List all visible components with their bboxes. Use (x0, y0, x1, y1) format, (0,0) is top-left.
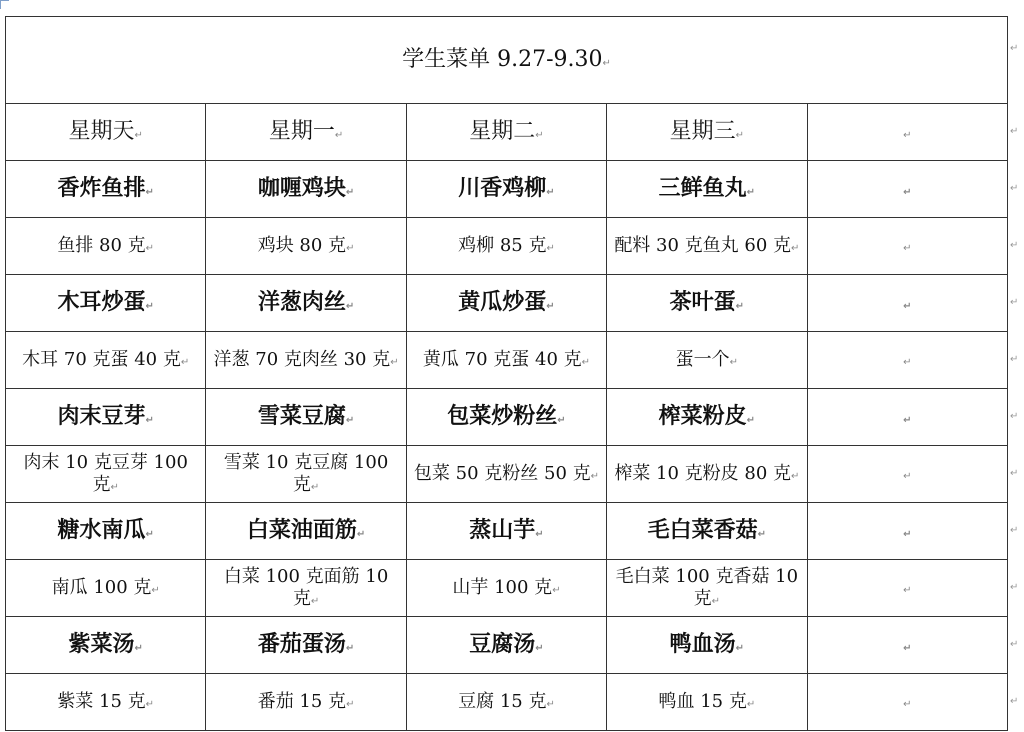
paragraph-mark: ↵ (546, 698, 555, 710)
portion-text: 榨菜 10 克粉皮 80 克 (614, 462, 792, 484)
weekday-header-row (6, 104, 1008, 161)
paragraph-mark: ↵ (746, 415, 756, 427)
dish-name-cell[interactable] (6, 275, 206, 332)
weekday-label-cell[interactable] (6, 104, 206, 161)
paragraph-mark: ↵ (134, 643, 143, 655)
dish-name-cell[interactable] (607, 275, 807, 332)
row-end-mark: ↵ (1010, 582, 1019, 593)
paragraph-mark: ↵ (546, 301, 555, 313)
portion-text: 紫菜 15 克 (57, 690, 146, 712)
dish-name: 毛白菜香菇 (647, 517, 758, 544)
portion-text-cell[interactable] (607, 560, 807, 617)
dish-name-cell[interactable] (206, 161, 406, 218)
dish-row (6, 389, 1008, 446)
row-end-mark: ↵ (1010, 411, 1019, 422)
dish-name-cell[interactable] (206, 275, 406, 332)
weekday-label-cell[interactable] (206, 104, 406, 161)
row-end-mark: ↵ (1010, 354, 1019, 365)
dish-row (6, 275, 1008, 332)
portion-text: 毛白菜 100 克香菇 10 克 (615, 565, 799, 609)
paragraph-mark: ↵ (903, 415, 912, 427)
dish-name-cell[interactable] (807, 503, 1007, 560)
paragraph-mark: ↵ (791, 242, 800, 254)
portion-text-cell[interactable] (6, 446, 206, 503)
dish-name: 肉末豆芽 (57, 403, 146, 430)
paragraph-mark: ↵ (746, 187, 756, 199)
paragraph-mark: ↵ (735, 130, 745, 142)
dish-row (6, 161, 1008, 218)
row-end-mark: ↵ (1010, 468, 1019, 479)
paragraph-mark: ↵ (390, 356, 399, 368)
portion-text-cell[interactable] (607, 332, 807, 389)
portion-text: 蛋一个 (675, 348, 730, 370)
paragraph-mark: ↵ (345, 187, 355, 199)
row-end-mark: ↵ (1010, 126, 1019, 137)
paragraph-mark: ↵ (346, 698, 355, 710)
row-end-mark: ↵ (1010, 240, 1019, 251)
portion-text-cell[interactable] (206, 446, 406, 503)
dish-name-cell[interactable] (6, 617, 206, 674)
dish-name: 番茄蛋汤 (257, 631, 346, 658)
menu-title-cell[interactable] (6, 17, 1008, 104)
paragraph-mark: ↵ (757, 529, 767, 541)
paragraph-mark: ↵ (310, 482, 320, 493)
paragraph-mark: ↵ (546, 242, 555, 254)
dish-name-cell[interactable] (406, 503, 606, 560)
portion-text-cell[interactable] (406, 218, 606, 275)
paragraph-mark: ↵ (746, 698, 756, 710)
paragraph-mark: ↵ (735, 643, 745, 655)
dish-name-cell[interactable] (206, 503, 406, 560)
dish-name: 咖喱鸡块 (257, 175, 346, 202)
portion-text-cell[interactable] (6, 332, 206, 389)
portion-text: 鱼排 80 克 (57, 234, 146, 256)
paragraph-mark: ↵ (345, 643, 355, 655)
portion-row (6, 446, 1008, 503)
weekday-label: 星期二 (469, 119, 536, 145)
portion-text: 鸭血 15 克 (658, 690, 747, 712)
dish-name-cell[interactable] (807, 389, 1007, 446)
dish-name-cell[interactable] (206, 389, 406, 446)
row-end-mark: ↵ (1010, 639, 1019, 650)
paragraph-mark: ↵ (581, 356, 591, 368)
paragraph-mark: ↵ (903, 356, 912, 368)
row-end-mark: ↵ (1010, 696, 1019, 707)
dish-name: 榨菜粉皮 (658, 403, 747, 430)
dish-name-cell[interactable] (807, 617, 1007, 674)
paragraph-mark: ↵ (903, 242, 912, 254)
portion-text: 番茄 15 克 (257, 690, 347, 712)
paragraph-mark: ↵ (345, 301, 355, 313)
portion-row (6, 332, 1008, 389)
portion-text-cell[interactable] (607, 674, 807, 731)
paragraph-mark: ↵ (903, 643, 912, 655)
portion-text-cell[interactable] (206, 674, 406, 731)
dish-name-cell[interactable] (607, 389, 807, 446)
text-boundary-corner (0, 0, 9, 9)
dish-name: 紫菜汤 (68, 631, 135, 658)
paragraph-mark: ↵ (735, 301, 745, 313)
weekday-label-cell[interactable] (607, 104, 807, 161)
dish-name-cell[interactable] (807, 275, 1007, 332)
paragraph-mark: ↵ (145, 698, 155, 710)
portion-row (6, 674, 1008, 731)
row-end-mark: ↵ (1010, 183, 1019, 194)
portion-text: 白菜 100 克面筋 10 克 (223, 565, 389, 609)
paragraph-mark: ↵ (903, 529, 912, 541)
paragraph-mark: ↵ (711, 596, 721, 607)
paragraph-mark: ↵ (546, 187, 555, 199)
paragraph-mark: ↵ (134, 130, 143, 142)
menu-title: 学生菜单 9.27-9.30 (402, 47, 603, 73)
portion-text-cell[interactable] (607, 218, 807, 275)
paragraph-mark: ↵ (535, 130, 544, 142)
portion-text-cell[interactable] (406, 332, 606, 389)
dish-name-cell[interactable] (406, 617, 606, 674)
paragraph-mark: ↵ (903, 187, 912, 199)
portion-text: 木耳 70 克蛋 40 克 (22, 348, 181, 370)
dish-name-cell[interactable] (807, 161, 1007, 218)
weekday-label: 星期三 (669, 119, 736, 145)
dish-name: 三鲜鱼丸 (658, 175, 747, 202)
dish-name: 川香鸡柳 (458, 175, 547, 202)
portion-text: 山芋 100 克 (452, 576, 553, 598)
paragraph-mark: ↵ (334, 130, 344, 142)
paragraph-mark: ↵ (729, 356, 739, 368)
portion-text-cell[interactable] (6, 674, 206, 731)
portion-text-cell[interactable] (6, 218, 206, 275)
paragraph-mark: ↵ (590, 470, 600, 482)
dish-name-cell[interactable] (6, 389, 206, 446)
dish-name-cell[interactable] (607, 503, 807, 560)
dish-name-cell[interactable] (406, 389, 606, 446)
row-end-mark: ↵ (1010, 297, 1019, 308)
paragraph-mark: ↵ (535, 529, 544, 541)
dish-name: 糖水南瓜 (57, 517, 146, 544)
portion-text-cell[interactable] (607, 446, 807, 503)
weekday-label: 星期一 (268, 119, 335, 145)
paragraph-mark: ↵ (346, 242, 355, 254)
portion-text: 黄瓜 70 克蛋 40 克 (422, 348, 582, 370)
dish-name: 香炸鱼排 (57, 175, 146, 202)
paragraph-mark: ↵ (602, 58, 611, 70)
paragraph-mark: ↵ (356, 529, 366, 541)
portion-text-cell[interactable] (206, 332, 406, 389)
portion-text: 南瓜 100 克 (51, 576, 152, 598)
dish-row (6, 617, 1008, 674)
dish-name: 黄瓜炒蛋 (458, 289, 547, 316)
weekday-label-cell[interactable] (807, 104, 1007, 161)
row-end-mark: ↵ (1010, 525, 1019, 536)
dish-name-cell[interactable] (406, 275, 606, 332)
portion-text-cell[interactable] (6, 560, 206, 617)
paragraph-mark: ↵ (145, 415, 154, 427)
portion-text-cell[interactable] (206, 560, 406, 617)
menu-table (5, 16, 1008, 731)
portion-row (6, 218, 1008, 275)
dish-name: 包菜炒粉丝 (447, 403, 558, 430)
dish-name-cell[interactable] (607, 617, 807, 674)
portion-text-cell[interactable] (406, 446, 606, 503)
paragraph-mark: ↵ (535, 643, 544, 655)
dish-row (6, 503, 1008, 560)
paragraph-mark: ↵ (151, 584, 160, 596)
paragraph-mark: ↵ (903, 698, 912, 710)
dish-name: 木耳炒蛋 (57, 289, 146, 316)
paragraph-mark: ↵ (145, 242, 155, 254)
paragraph-mark: ↵ (345, 415, 355, 427)
dish-name: 白菜油面筋 (246, 517, 357, 544)
portion-text: 鸡块 80 克 (257, 234, 347, 256)
paragraph-mark: ↵ (557, 415, 566, 427)
weekday-label: 星期天 (68, 119, 135, 145)
dish-name-cell[interactable] (6, 161, 206, 218)
dish-name-cell[interactable] (406, 161, 606, 218)
dish-name: 蒸山芋 (469, 517, 536, 544)
dish-name: 豆腐汤 (469, 631, 536, 658)
dish-name: 茶叶蛋 (669, 289, 736, 316)
weekday-label-cell[interactable] (406, 104, 606, 161)
title-row (6, 17, 1008, 104)
portion-text-cell[interactable] (807, 674, 1007, 731)
portion-text: 雪菜 10 克豆腐 100 克 (223, 451, 389, 495)
paragraph-mark: ↵ (180, 356, 190, 368)
dish-name-cell[interactable] (206, 617, 406, 674)
portion-text-cell[interactable] (807, 446, 1007, 503)
paragraph-mark: ↵ (903, 470, 912, 482)
portion-text: 鸡柳 85 克 (458, 234, 547, 256)
paragraph-mark: ↵ (903, 301, 912, 313)
portion-text: 豆腐 15 克 (458, 690, 547, 712)
dish-name: 鸭血汤 (669, 631, 736, 658)
paragraph-mark: ↵ (110, 482, 119, 493)
paragraph-mark: ↵ (903, 584, 912, 596)
portion-row (6, 560, 1008, 617)
paragraph-mark: ↵ (145, 187, 154, 199)
dish-name-cell[interactable] (607, 161, 807, 218)
portion-text-cell[interactable] (807, 560, 1007, 617)
portion-text-cell[interactable] (807, 332, 1007, 389)
portion-text: 洋葱 70 克肉丝 30 克 (213, 348, 391, 370)
portion-text-cell[interactable] (807, 218, 1007, 275)
portion-text: 配料 30 克鱼丸 60 克 (614, 234, 792, 256)
dish-name: 洋葱肉丝 (257, 289, 346, 316)
portion-text: 包菜 50 克粉丝 50 克 (413, 462, 591, 484)
portion-text-cell[interactable] (406, 674, 606, 731)
paragraph-mark: ↵ (552, 584, 561, 596)
paragraph-mark: ↵ (310, 596, 320, 607)
paragraph-mark: ↵ (145, 529, 154, 541)
row-end-mark: ↵ (1010, 43, 1019, 54)
portion-text-cell[interactable] (406, 560, 606, 617)
dish-name-cell[interactable] (6, 503, 206, 560)
portion-text: 肉末 10 克豆芽 100 克 (23, 451, 188, 495)
dish-name: 雪菜豆腐 (257, 403, 346, 430)
paragraph-mark: ↵ (791, 470, 800, 482)
paragraph-mark: ↵ (903, 130, 912, 142)
paragraph-mark: ↵ (145, 301, 154, 313)
portion-text-cell[interactable] (206, 218, 406, 275)
